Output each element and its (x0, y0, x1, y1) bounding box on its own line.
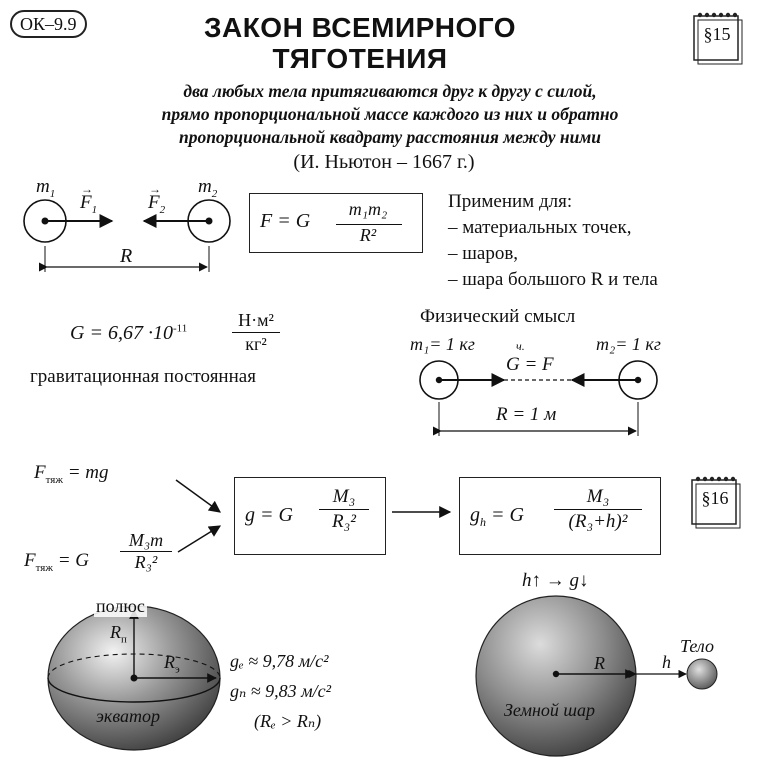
gh-formula-lhs: $g_h = G$ (470, 504, 524, 529)
g-values-list (230, 646, 331, 736)
section-15-label: §15 (703, 24, 731, 44)
height-gravity-trend: h↑ → g↓ (522, 570, 589, 591)
formula-numerator: m₁m₂ (348, 199, 388, 219)
g-equator-value: gₑ ≈ 9,78 м/с² (230, 651, 329, 671)
pm-m1-label: m₁= 1 кг (410, 334, 475, 354)
formula-lhs: F = G (260, 210, 311, 232)
constant-unit (228, 310, 284, 355)
earth-label: Земной шар (504, 700, 595, 720)
statement-line-1: два любых тела притягиваются друг к другу с силой, (183, 81, 597, 101)
distance-r-label: R (120, 245, 133, 267)
constant-formula: $G = 6,67 \cdot 10^{-11}$ (70, 322, 188, 344)
wf2-numerator: M₃m (128, 530, 164, 550)
statement-line-2: прямо пропорциональной массе каждого из них и обратно (161, 104, 619, 124)
height-label: h (662, 652, 671, 672)
earth-sphere-diagram (470, 590, 730, 770)
equator-label: экватор (96, 706, 161, 726)
equator-radius-label: $R_э$ (164, 652, 180, 676)
arrow-from-gmm (178, 526, 220, 552)
wf2-denominator: R₃² (134, 552, 158, 572)
gh-bar (554, 509, 642, 510)
apply-list (448, 189, 658, 293)
ellipsoid-earth-diagram (40, 592, 230, 772)
radius-relation: (Rₑ > Rₙ) (254, 711, 322, 731)
title-line-2: ТЯГОТЕНИЯ (272, 43, 448, 74)
section-notebook-icon-2 (686, 470, 742, 530)
pole-label: полюс (96, 596, 145, 616)
g-formula-lhs: g = G (245, 504, 293, 526)
m1-label: $m_1$ (36, 176, 56, 200)
title-line-1: ЗАКОН ВСЕМИРНОГО (203, 12, 517, 43)
f2-label: → $F_2$ (148, 182, 166, 216)
arrow-from-mg (176, 480, 220, 512)
weight-formula-2-lhs: $F_{тяж} = G$ (24, 550, 89, 574)
statement-line-3: пропорциональной квадрату расстояния между ними (178, 127, 602, 147)
pole-radius-label: $R_п$ (110, 622, 127, 646)
page-title (150, 12, 570, 74)
gh-denominator: (R₃+h)² (568, 511, 628, 532)
apply-item-1: – материальных точек, (448, 217, 632, 238)
body-sphere (687, 659, 717, 689)
apply-item-2: – шаров, (448, 243, 519, 264)
pm-m2-label: m₂= 1 кг (596, 334, 661, 354)
law-author: (И. Ньютон – 1667 г.) (293, 151, 475, 173)
constant-caption: гравитационная постоянная (30, 366, 256, 387)
f1-label: → $F_1$ (80, 182, 98, 216)
section-16-label: §16 (701, 488, 729, 508)
section-notebook-icon (688, 6, 744, 66)
formula-denominator: R² (359, 225, 377, 245)
earth-radius-label: R (594, 653, 605, 673)
unit-numerator: Н·м² (238, 310, 274, 330)
m2-label: $m_2$ (198, 176, 218, 200)
weight-formula-1: $F_{тяж}$ = mg (34, 462, 109, 486)
pm-distance-label: R = 1 м (496, 404, 557, 425)
g-denominator: R₃² (332, 511, 356, 532)
apply-title: Применим для: (448, 191, 573, 212)
body-label: Тело (680, 636, 714, 656)
gh-numerator: M₃ (586, 486, 610, 507)
g-formula-box (234, 477, 386, 555)
g-bar (319, 509, 369, 510)
law-statement (60, 80, 720, 149)
g-numerator: M₃ (332, 486, 356, 507)
gh-formula-fraction (552, 486, 644, 533)
gh-formula-box (459, 477, 661, 555)
unit-denominator: кг² (245, 334, 267, 354)
g-formula-fraction (315, 486, 373, 533)
pm-numeric-mark: ч. (516, 339, 525, 353)
newton-formula-box (249, 193, 423, 253)
card-badge: ОК–9.9 (10, 10, 87, 38)
physical-meaning-title: Физический смысл (420, 306, 576, 327)
pm-equation: G = F (506, 354, 554, 375)
apply-item-3: – шара большого R и тела (448, 269, 658, 290)
unit-fraction-bar (232, 332, 280, 333)
g-pole-value: gₙ ≈ 9,83 м/с² (230, 681, 332, 701)
